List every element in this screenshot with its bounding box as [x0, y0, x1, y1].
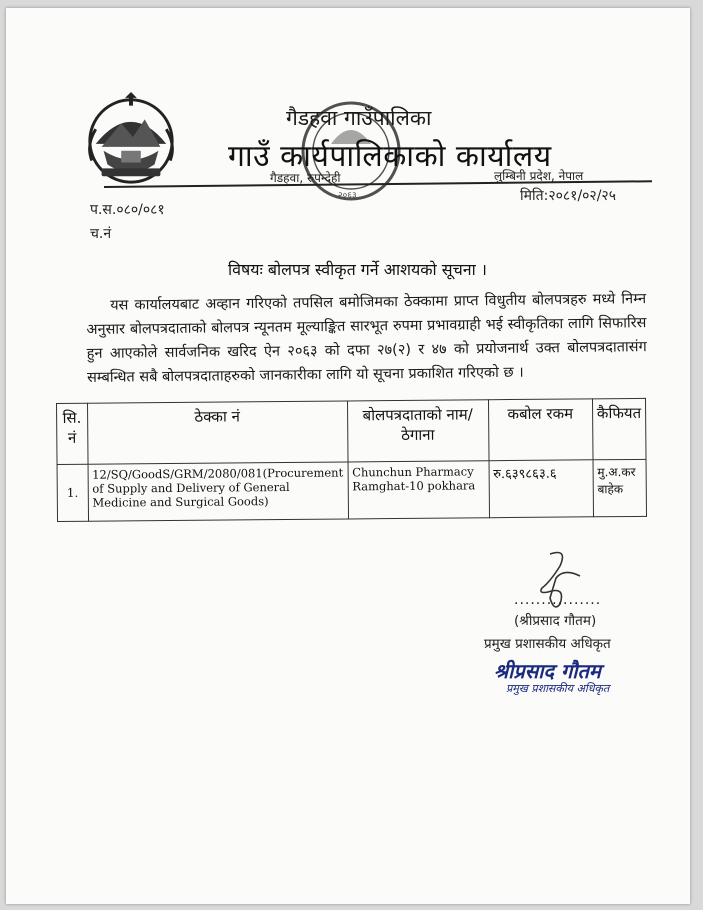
- table-header-row: [57, 398, 647, 464]
- bidder-address: Ramghat-10 pokhara: [352, 478, 476, 494]
- col-header-bidder: बोलपत्रदाताको नाम/ठेगाना: [347, 400, 489, 462]
- reference-number: प.स.०८०/०८१: [90, 202, 165, 218]
- bidder-name: Chunchun Pharmacy: [352, 464, 474, 480]
- org-name: गैडहवा गाउँपालिका: [286, 106, 432, 130]
- table-row: [57, 459, 646, 521]
- col-header-amount: कबोल रकम: [488, 399, 593, 461]
- signatory-title: प्रमुख प्रशासकीय अधिकृत: [484, 636, 611, 652]
- cell-amount: रु.६३९८६३.६: [489, 460, 594, 518]
- cell-sn: 1.: [57, 464, 88, 521]
- cell-contract: 12/SQ/GoodS/GRM/2080/081(Procurement of Supply and Delivery of General Medicine and Surgical Goods): [88, 462, 348, 521]
- address-left: गैडहवा, रुपन्देही: [270, 171, 341, 185]
- col-header-sn: सि. नं: [57, 403, 88, 464]
- subject-line: विषयः बोलपत्र स्वीकृत गर्ने आशयको सूचना ।: [228, 260, 487, 279]
- date: मिति:२०८१/०२/२५: [520, 188, 616, 204]
- notice-body: यस कार्यालयबाट अव्हान गरिएको तपसिल बमोजिमका ठेक्कामा प्राप्त विधुतीय बोलपत्रहरु मध्ये निम्न अनुसार बोलपत्रदाताको बोलपत्र न्यूनतम मूल्याङ्कित सारभूत रुपमा प्रभावग्राही भई स्वीकृतिका लागि सिफारिस हुन आएकोले सार्वजनिक खरिद ऐन २०६३ को दफा २७(२) र ४७ को प्रयोजनार्थ उक्त बोलपत्रदातासंग सम्बन्धित सबै बोलपत्रदाताहरुको जानकारीका लागि यो सूचना प्रकाशित गरिएको छ ।: [86, 291, 647, 386]
- bid-table: [56, 398, 647, 522]
- name-stamp: श्रीप्रसाद गौतम: [494, 659, 601, 683]
- signature-line: ................: [514, 592, 602, 608]
- office-title: गाउँ कार्यपालिकाको कार्यालय: [228, 139, 552, 174]
- dispatch-number: च.नं: [90, 226, 112, 242]
- svg-text:२०६३: २०६३: [338, 191, 357, 201]
- col-header-remarks: कैफियत: [592, 398, 646, 459]
- address-right: लुम्बिनी प्रदेश, नेपाल: [494, 169, 584, 183]
- col-header-contract: ठेक्का नं: [87, 401, 347, 464]
- cell-remarks: मु.अ.कर बाहेक: [593, 459, 647, 516]
- cell-bidder: [348, 461, 490, 519]
- nepal-emblem-icon: [82, 90, 180, 188]
- signatory-name: (श्रीप्रसाद गौतम): [514, 613, 597, 629]
- title-stamp: प्रमुख प्रशासकीय अधिकृत: [506, 682, 610, 695]
